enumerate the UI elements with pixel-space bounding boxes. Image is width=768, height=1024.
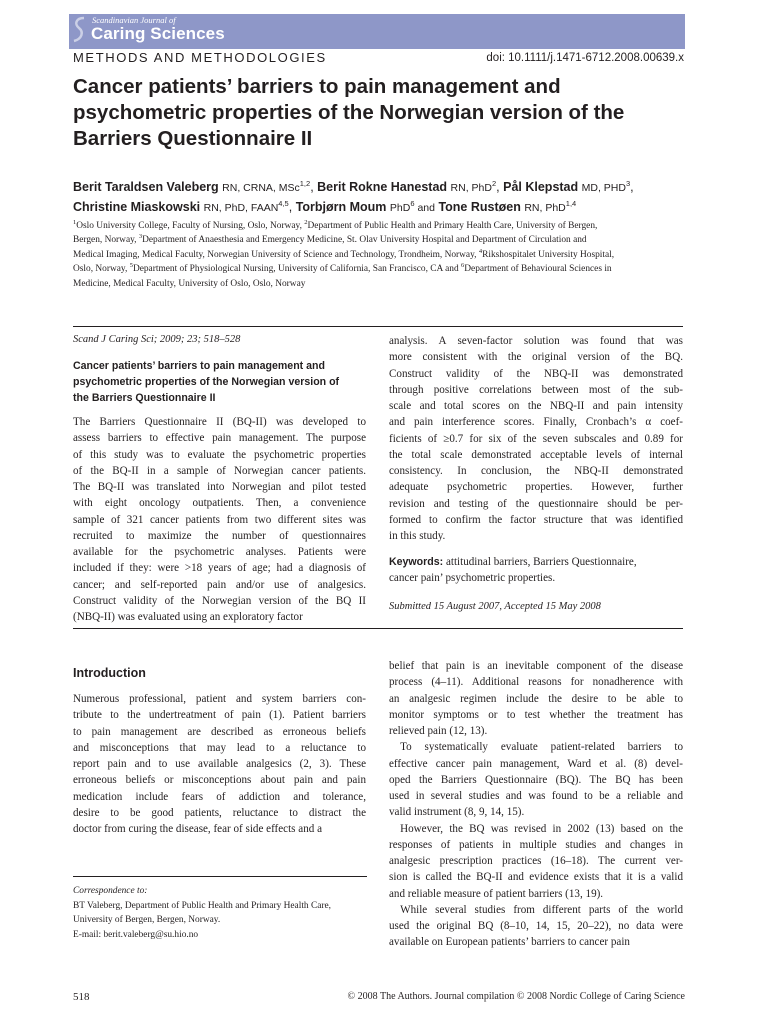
title-line: Barriers Questionnaire II	[73, 127, 313, 150]
affil-ref: 1	[73, 218, 77, 226]
affiliation-line	[73, 233, 693, 247]
text-line: Construct validity of the Norwegian version of the BQ II	[73, 594, 366, 607]
text-line: used in several studies and was found to be a reliable and	[389, 790, 683, 802]
text-line: responses of patients in multiple studies and changes in	[389, 838, 683, 851]
correspondence-label: Correspondence to:	[73, 886, 148, 896]
text-line: to pain management are described as erroneous beliefs	[73, 725, 366, 738]
author-separator: ,	[288, 200, 293, 214]
article-title	[73, 74, 693, 152]
affiliation-line	[73, 262, 693, 276]
text-line: Construct validity of the NBQ-II was demonstrated	[389, 367, 683, 380]
text-line: consistency. In conclusion, the NBQ-II demonstrated	[389, 465, 683, 477]
affiliation-line	[73, 219, 693, 233]
text-line: sample of 321 cancer patients from two different sites was	[73, 513, 366, 526]
author-name: Christine Miaskowski	[73, 200, 201, 214]
abstract-title-line: psychometric properties of the Norwegian version of	[73, 376, 340, 388]
text-line: analysis. A seven-factor solution was found that was	[389, 335, 683, 347]
journal-name: Caring Sciences	[91, 24, 225, 43]
text-line: effective cancer pain management, Ward et al. (8) devel-	[389, 757, 683, 770]
correspondence-email: E-mail: berit.valeberg@su.hio.no	[73, 929, 199, 940]
correspondence-line: BT Valeberg, Department of Public Health and Primary Health Care,	[73, 900, 332, 911]
affiliation-line	[73, 277, 693, 291]
section-label: METHODS AND METHODOLOGIES	[73, 50, 327, 65]
page-number: 518	[73, 991, 90, 1003]
abstract-right-column	[389, 333, 683, 544]
author-affil-ref: 4,5	[278, 198, 289, 208]
affil-ref: 2	[304, 218, 308, 226]
author-affil-ref: 1,2	[299, 178, 311, 188]
author-affil-ref: 2	[491, 178, 497, 188]
keywords	[389, 554, 689, 587]
body-right-column	[389, 658, 683, 951]
correspondence-line: University of Bergen, Bergen, Norway.	[73, 915, 221, 926]
affil-ref: 6	[461, 262, 465, 270]
text-line: ficients of ≥0.7 for six of the seven subscales and 0.89 for	[389, 432, 683, 445]
text-line: an analgesic regimen include the desire to be able to	[389, 692, 683, 705]
author-list	[73, 178, 693, 218]
author-degrees: MD, PHD	[581, 182, 626, 194]
affil-text: Department of Anaesthesia and Emergency Medicine, St. Olav University Hospital and Department of Circulation and	[142, 235, 587, 246]
abstract-bottom-rule	[73, 628, 683, 629]
author-degrees: RN, PhD	[524, 202, 566, 214]
affil-ref: 5	[129, 262, 133, 270]
author-degrees: RN, PhD	[450, 182, 492, 194]
text-line: belief that pain is an inevitable component of the disease	[389, 660, 683, 672]
text-line: recruited to maximize the number of questionnaires	[73, 529, 366, 542]
author-name: Berit Rokne Hanestad	[317, 180, 448, 194]
author-affil-ref: 3	[625, 178, 631, 188]
affil-text: Bergen, Norway,	[73, 235, 139, 246]
author-separator: ,	[310, 180, 314, 194]
citation: Scand J Caring Sci; 2009; 23; 518–528	[73, 334, 241, 345]
submission-dates: Submitted 15 August 2007, Accepted 15 May 2008	[389, 601, 601, 612]
affil-text: Department of Behavioural Sciences in	[464, 264, 612, 275]
author-separator: and	[414, 202, 435, 214]
journal-subtitle: Scandinavian Journal of	[92, 15, 176, 25]
text-line: and pain interference scores. Finally, Cronbach’s α coef-	[389, 416, 683, 429]
abstract-title-line: Cancer patients’ barriers to pain management and	[73, 360, 325, 372]
author-affil-ref: 1,4	[565, 198, 577, 208]
text-line: While several studies from different parts of the world	[389, 903, 683, 916]
author-affil-ref: 6	[410, 198, 415, 208]
text-line: medication include fears of addiction and tolerance,	[73, 790, 366, 803]
section-heading-introduction: Introduction	[73, 666, 146, 680]
text-line: available on European patients’ barriers to cancer pain	[389, 936, 630, 949]
author-name: Torbjørn Moum	[295, 200, 387, 214]
affil-ref: 4	[478, 247, 483, 255]
text-line: with eight oncology outpatients. Then, a convenience	[73, 497, 366, 510]
affil-text: Medicine, Medical Faculty, University of Oslo, Oslo, Norway	[73, 278, 306, 289]
text-line: of the BQ-II in a sample of Norwegian cancer patients.	[73, 464, 366, 477]
text-line: cancer; and self-reported pain and/or use of analgesics.	[73, 578, 366, 591]
text-line: oped the Barriers Questionnaire (BQ). The BQ has been	[389, 773, 683, 786]
text-line: analgesic prescription practices (16–18). The current ver-	[389, 855, 683, 867]
text-line: erroneous beliefs or misconceptions about pain and pain	[73, 774, 366, 787]
abstract-title	[73, 358, 373, 406]
text-line: The BQ-II was translated into Norwegian and pilot tested	[73, 481, 366, 493]
affil-text: Department of Public Health and Primary Health Care, University of Bergen,	[307, 221, 598, 231]
correspondence-rule	[73, 876, 367, 877]
journal-logo-icon	[72, 15, 86, 45]
text-line: and reliable measure of patient barriers (13, 19).	[389, 887, 604, 900]
author-name: Berit Taraldsen Valeberg	[73, 180, 219, 194]
text-line: tribute to the undertreatment of pain (1). Patient barriers	[73, 709, 366, 722]
text-line: scale and total scores on the NBQ-II and pain intensity	[389, 400, 683, 412]
text-line: revision and testing of the questionnaire should be per-	[389, 497, 683, 510]
keywords-text: attitudinal barriers, Barriers Questionnaire,	[443, 556, 637, 568]
correspondence	[73, 884, 373, 942]
author-separator: ,	[496, 180, 500, 194]
affil-ref: 3	[138, 233, 143, 241]
affiliation-line	[73, 248, 693, 262]
author-line	[73, 178, 693, 198]
text-line: more consistent with the original version of the BQ.	[389, 351, 683, 364]
affil-text: Oslo University College, Faculty of Nursing, Oslo, Norway,	[76, 221, 305, 231]
body-left-column	[73, 691, 366, 837]
text-line: To systematically evaluate patient-related barriers to	[389, 741, 683, 754]
text-line: Numerous professional, patient and system barriers con-	[73, 693, 366, 705]
author-degrees: RN, PhD, FAAN	[203, 202, 279, 214]
abstract-title-line: the Barriers Questionnaire II	[73, 392, 216, 404]
keywords-label: Keywords:	[389, 556, 444, 568]
text-line: formed to confirm the factor structure that was identified	[389, 513, 683, 526]
text-line: the total scale demonstrated acceptable levels of internal	[389, 448, 683, 461]
abstract-left-column	[73, 414, 366, 625]
text-line: in this study.	[389, 530, 446, 542]
abstract-top-rule	[73, 326, 683, 327]
author-line	[73, 198, 693, 218]
affiliations	[73, 219, 693, 291]
text-line: used the original BQ (8–10, 14, 15, 20–22), no data were	[389, 920, 683, 932]
author-degrees: PhD	[389, 202, 411, 214]
text-line: However, the BQ was revised in 2002 (13) based on the	[389, 822, 683, 835]
author-degrees: RN, CRNA, MSc	[222, 182, 300, 194]
author-name: Tone Rustøen	[438, 200, 521, 214]
keywords-line	[389, 554, 689, 570]
text-line: and misconceptions that may lead to a reluctance to	[73, 741, 366, 754]
affil-text: Oslo, Norway,	[73, 264, 130, 275]
keywords-line: cancer pain’ psychometric properties.	[389, 572, 556, 585]
affil-text: Rikshospitalet University Hospital,	[482, 249, 615, 260]
text-line: report pain and to use available analgesics (2, 3). These	[73, 758, 366, 770]
author-name: Pål Klepstad	[503, 180, 579, 194]
text-line: adequate psychometric properties. However, further	[389, 481, 683, 494]
text-line: of this study was to evaluate the psychometric properties	[73, 448, 366, 461]
doi: doi: 10.1111/j.1471-6712.2008.00639.x	[486, 52, 684, 64]
text-line: included if they: were >18 years of age; had a diagnosis of	[73, 562, 366, 575]
author-separator: ,	[630, 180, 634, 194]
copyright: © 2008 The Authors. Journal compilation © 2008 Nordic College of Caring Science	[347, 991, 685, 1002]
affil-text: Department of Physiological Nursing, University of California, San Francisco, CA and	[132, 264, 462, 275]
text-line: relieved pain (12, 13).	[389, 725, 488, 737]
text-line: valid instrument (8, 9, 14, 15).	[389, 806, 525, 819]
text-line: doctor from curing the disease, fear of side effects and a	[73, 823, 322, 835]
text-line: available for the psychometric analyses. Patients were	[73, 546, 366, 558]
text-line: assess barriers to effective pain management. The purpose	[73, 432, 366, 445]
text-line: process (4–11). Additional reasons for nonadherence with	[389, 676, 683, 689]
affil-text: Medical Imaging, Medical Faculty, Norwegian University of Science and Technology, Trondheim, Norway,	[73, 249, 479, 260]
text-line: (NBQ-II) was evaluated using an exploratory factor	[73, 611, 303, 623]
text-line: sion is called the BQ-II and evidence exists that it is a valid	[389, 871, 683, 884]
text-line: monitor symptoms or to test whether the treatment has	[389, 708, 683, 721]
title-line: psychometric properties of the Norwegian version of the	[73, 101, 625, 124]
text-line: through positive correlations between most of the sub-	[389, 383, 683, 396]
title-line: Cancer patients’ barriers to pain management and	[73, 75, 561, 98]
text-line: desire to be good patients, reluctance to distract the	[73, 806, 366, 819]
text-line: The Barriers Questionnaire II (BQ-II) was developed to	[73, 416, 366, 428]
